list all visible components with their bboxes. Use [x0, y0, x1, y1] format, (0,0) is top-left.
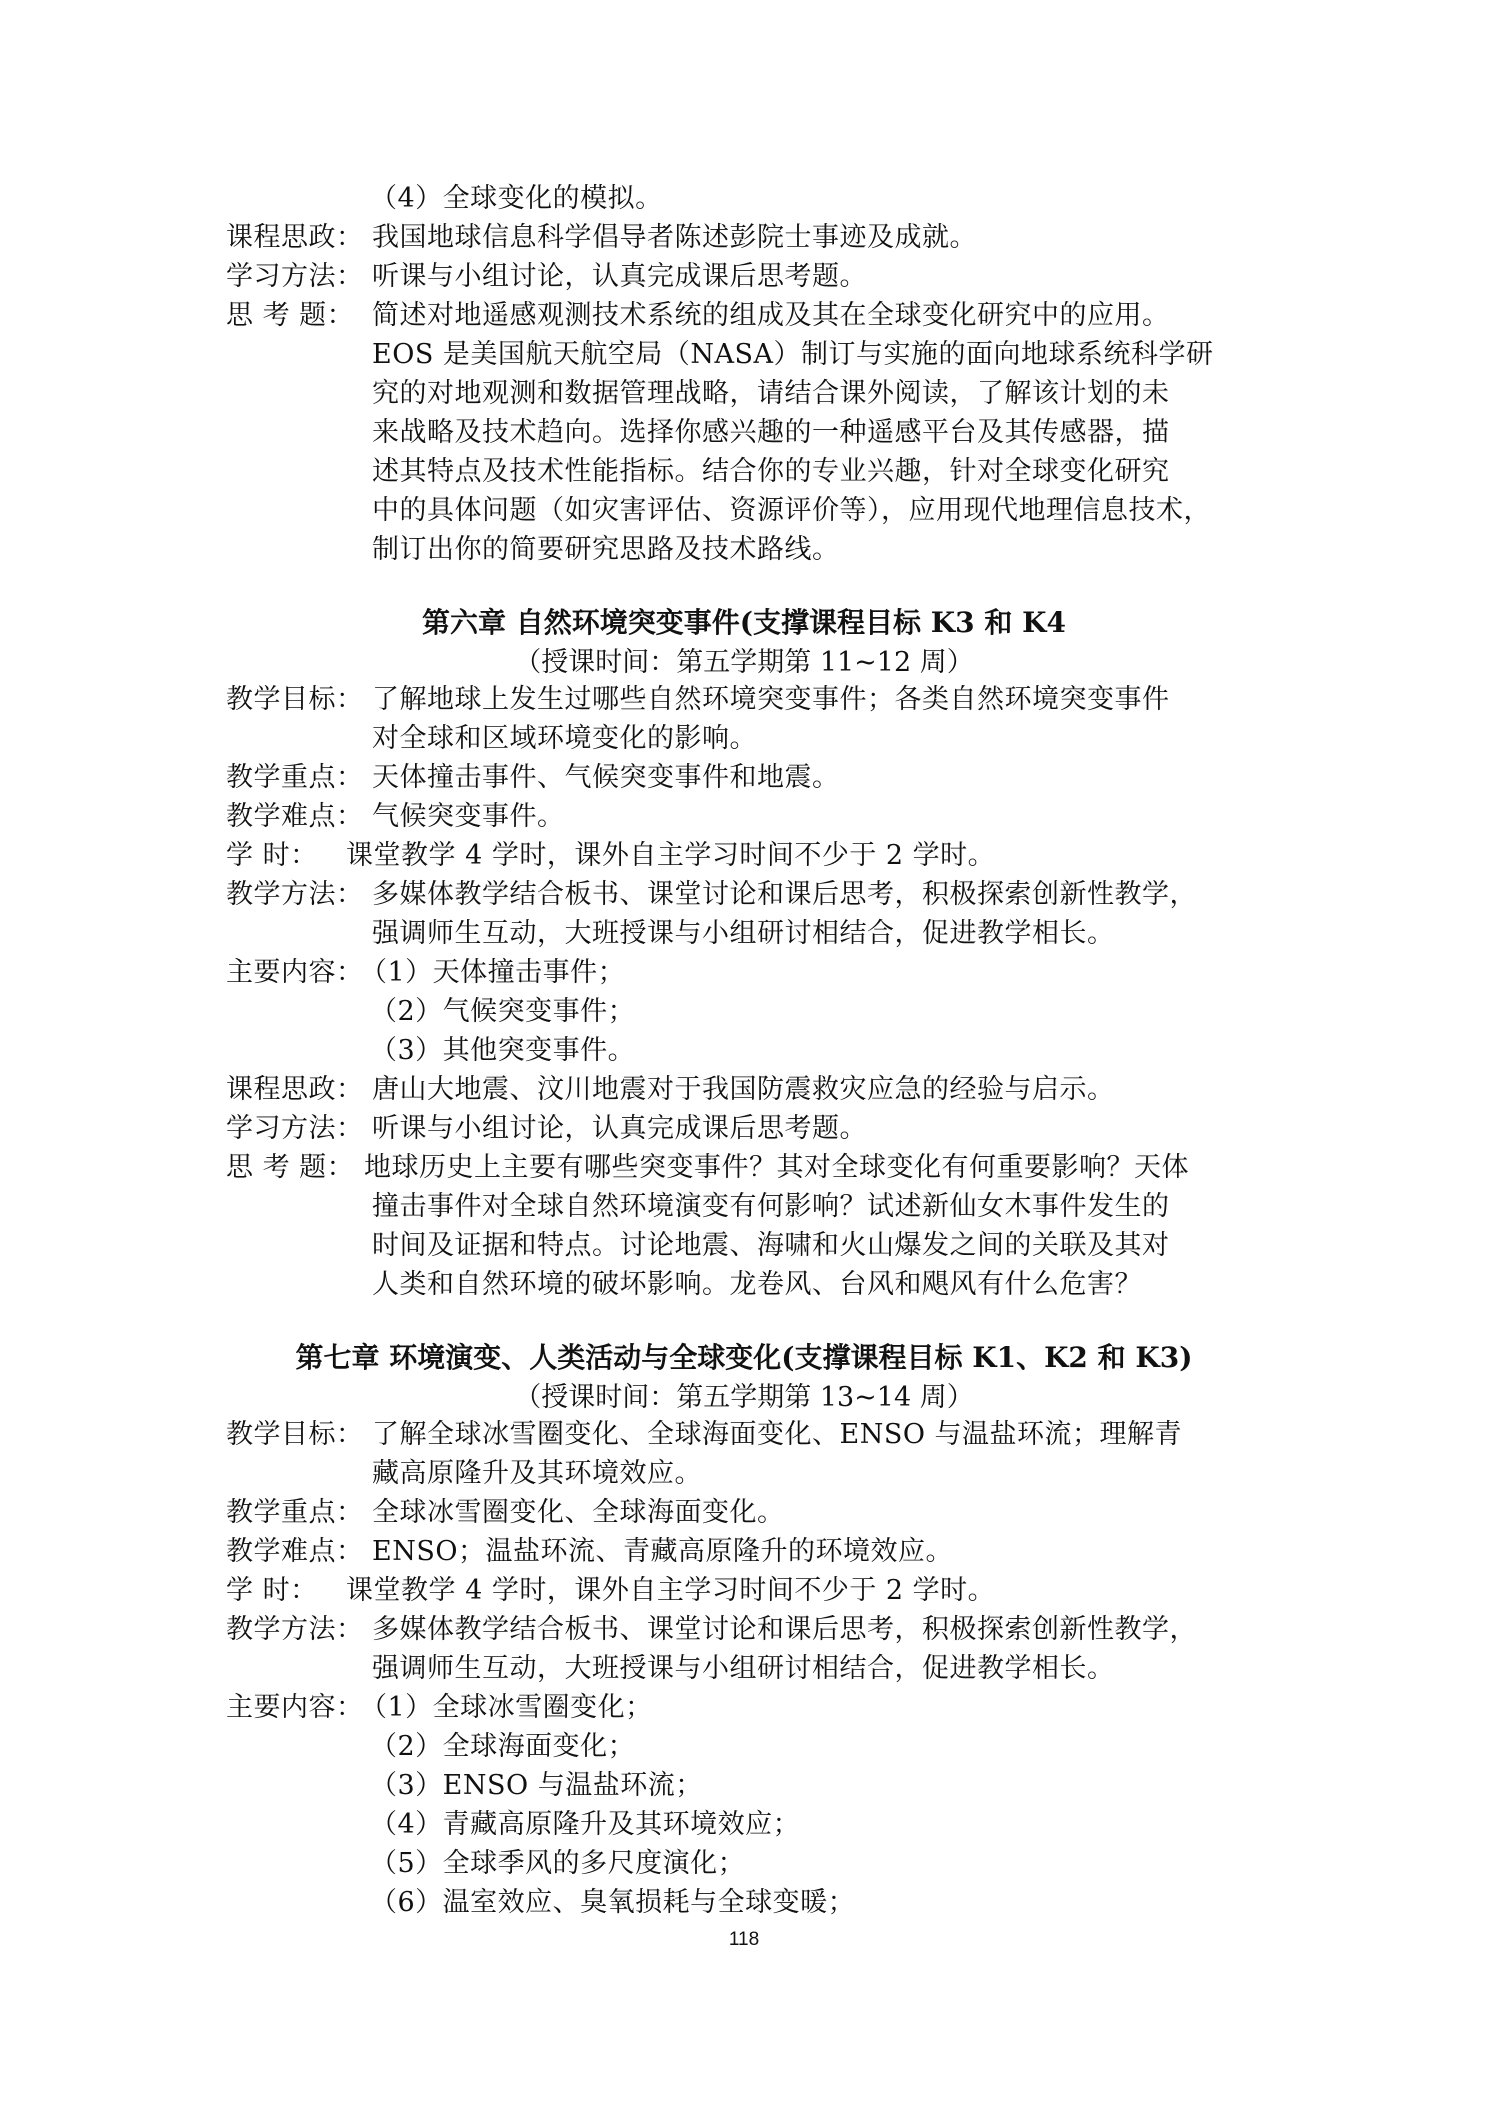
field-value: ENSO；温盐环流、青藏高原隆升的环境效应。 [372, 1536, 953, 1567]
field-value: 强调师生互动，大班授课与小组研讨相结合，促进教学相长。 [372, 918, 1115, 949]
field-label: 课程思政： [226, 1074, 364, 1105]
field-label: 主要内容： [226, 957, 364, 988]
field-value: 课堂教学 4 学时，课外自主学习时间不少于 2 学时。 [346, 1575, 996, 1606]
field-label: 学习方法： [226, 261, 364, 292]
content-item: （1）天体撞击事件； [360, 957, 626, 988]
question-line: 地球历史上主要有哪些突变事件？其对全球变化有何重要影响？天体 [364, 1152, 1189, 1183]
field-label: 教学难点： [226, 801, 364, 832]
content-item: （2）全球海面变化； [370, 1731, 636, 1762]
chapter-time: （授课时间：第五学期第 11~12 周） [514, 647, 974, 678]
field-label: 教学目标： [226, 1419, 364, 1450]
field-value: 唐山大地震、汶川地震对于我国防震救灾应急的经验与启示。 [372, 1074, 1115, 1105]
field-label: 学 时： [226, 840, 318, 871]
field-value: 多媒体教学结合板书、课堂讨论和课后思考，积极探索创新性教学， [372, 1614, 1197, 1645]
content-item: （6）温室效应、臭氧损耗与全球变暖； [370, 1887, 856, 1918]
page-number: 118 [728, 1929, 760, 1950]
field-value: 全球冰雪圈变化、全球海面变化。 [372, 1497, 785, 1528]
field-label: 教学目标： [226, 684, 364, 715]
content-item: （4）全球变化的模拟。 [370, 183, 663, 214]
field-label: 课程思政： [226, 222, 364, 253]
question-line: 究的对地观测和数据管理战略，请结合课外阅读，了解该计划的未 [372, 378, 1170, 409]
field-value: 我国地球信息科学倡导者陈述彭院士事迹及成就。 [372, 222, 977, 253]
field-label: 主要内容： [226, 1692, 364, 1723]
field-label: 教学难点： [226, 1536, 364, 1567]
field-label: 教学重点： [226, 762, 364, 793]
field-value: 气候突变事件。 [372, 801, 565, 832]
content-item: （3）ENSO 与温盐环流； [370, 1770, 703, 1801]
field-label: 思 考 题： [226, 1152, 355, 1183]
field-value: 对全球和区域环境变化的影响。 [372, 723, 757, 754]
field-label: 学 时： [226, 1575, 318, 1606]
field-value: 了解地球上发生过哪些自然环境突变事件；各类自然环境突变事件 [372, 684, 1170, 715]
field-value: 藏高原隆升及其环境效应。 [372, 1458, 702, 1489]
content-item: （2）气候突变事件； [370, 996, 636, 1027]
field-label: 教学方法： [226, 1614, 364, 1645]
content-item: （5）全球季风的多尺度演化； [370, 1848, 746, 1879]
field-value: 课堂教学 4 学时，课外自主学习时间不少于 2 学时。 [346, 840, 996, 871]
question-line: 中的具体问题（如灾害评估、资源评价等），应用现代地理信息技术， [372, 495, 1211, 526]
question-line: 制订出你的简要研究思路及技术路线。 [372, 534, 840, 565]
field-label: 思 考 题： [226, 300, 355, 331]
field-label: 学习方法： [226, 1113, 364, 1144]
question-line: 人类和自然环境的破坏影响。龙卷风、台风和飓风有什么危害？ [372, 1269, 1142, 1300]
field-value: 了解全球冰雪圈变化、全球海面变化、ENSO 与温盐环流；理解青 [372, 1419, 1183, 1450]
field-value: 听课与小组讨论，认真完成课后思考题。 [372, 1113, 867, 1144]
question-line: 来战略及技术趋向。选择你感兴趣的一种遥感平台及其传感器，描 [372, 417, 1170, 448]
field-value: 听课与小组讨论，认真完成课后思考题。 [372, 261, 867, 292]
question-line: 述其特点及技术性能指标。结合你的专业兴趣，针对全球变化研究 [372, 456, 1170, 487]
content-item: （3）其他突变事件。 [370, 1035, 636, 1066]
field-label: 教学重点： [226, 1497, 364, 1528]
field-value: 强调师生互动，大班授课与小组研讨相结合，促进教学相长。 [372, 1653, 1115, 1684]
field-label: 教学方法： [226, 879, 364, 910]
content-item: （1）全球冰雪圈变化； [360, 1692, 653, 1723]
question-line: 撞击事件对全球自然环境演变有何影响？试述新仙女木事件发生的 [372, 1191, 1170, 1222]
question-line: 简述对地遥感观测技术系统的组成及其在全球变化研究中的应用。 [372, 300, 1170, 331]
content-item: （4）青藏高原隆升及其环境效应； [370, 1809, 801, 1840]
field-value: 天体撞击事件、气候突变事件和地震。 [372, 762, 840, 793]
chapter-title: 第六章 自然环境突变事件(支撑课程目标 K3 和 K4 [422, 606, 1066, 639]
question-line: 时间及证据和特点。讨论地震、海啸和火山爆发之间的关联及其对 [372, 1230, 1170, 1261]
field-value: 多媒体教学结合板书、课堂讨论和课后思考，积极探索创新性教学， [372, 879, 1197, 910]
chapter-title: 第七章 环境演变、人类活动与全球变化(支撑课程目标 K1、K2 和 K3) [295, 1341, 1193, 1374]
question-line: EOS 是美国航天航空局（NASA）制订与实施的面向地球系统科学研 [372, 339, 1214, 370]
chapter-time: （授课时间：第五学期第 13~14 周） [514, 1382, 974, 1413]
